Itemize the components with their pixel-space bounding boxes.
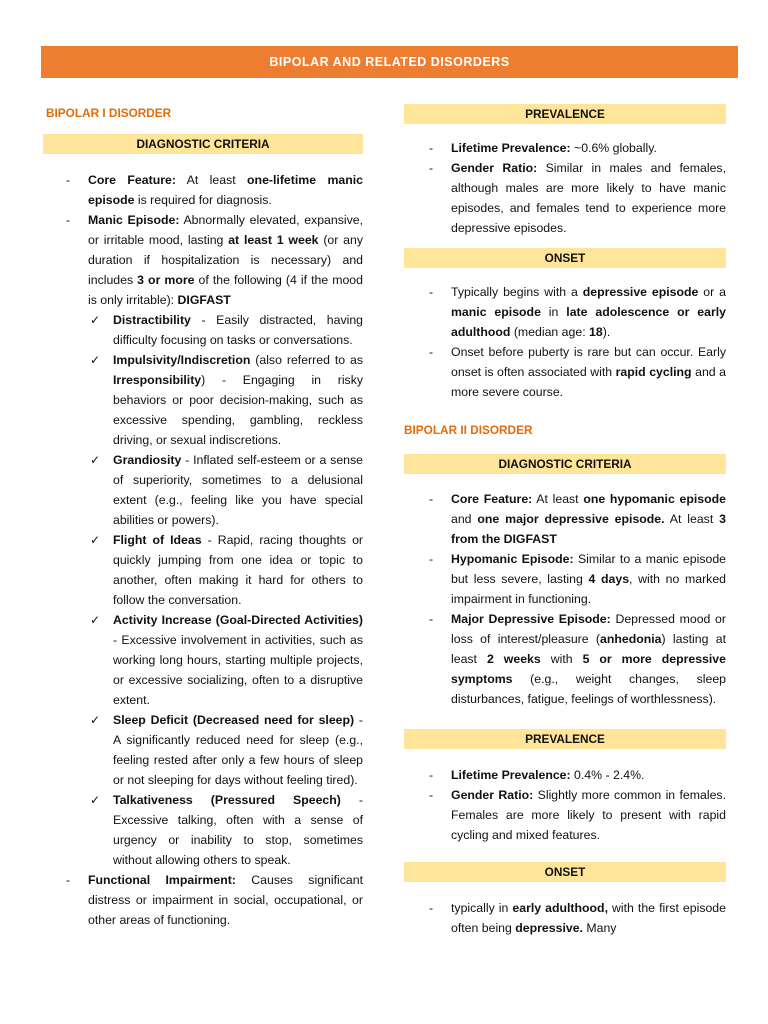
- onset-list: [404, 282, 726, 402]
- manic-episode-item: - Manic Episode: Abnormally elevated, expansive, or irritable mood, lasting at least 1 week (or any duration if hospitalization is necessary) and includes 3 or more of the following (4 if the mood is only irritable): DIGFAST ✓ Distractibility - Easily distracted, having difficulty focusing on tasks or conversations. ✓ Impulsivity/Indiscretion (also referred to as Irresponsibility) - Engaging in risky behaviors or poor decision-making, such as excessive spending, gambling, reckless driving, or sexual indiscretions. ✓ Grandiosity - Inflated self-esteem or a sense of superiority, sometimes to a delusional extent (e.g., feeling like you have special abilities or powers). ✓ Flight of Ideas - Rapid, racing thoughts or quickly jumping from one idea or topic to another, often making it hard for others to follow the conversation. ✓ Activity Increase (Goal-Directed Activities) - Excessive involvement in activities, such as working long hours, starting multiple projects, or excessive socializing, often to a disruptive extent. ✓ Sleep Deficit (Decreased need for sleep) - A significantly reduced need for sleep (e.g., feeling rested after only a few hours of sleep or not sleeping for days without feeling tired). ✓ Talkativeness (Pressured Speech) - Excessive talking, often with a sense of urgency or inability to stop, sometimes without allowing others to speak.: [41, 210, 363, 870]
- symptom-item: ✓ Activity Increase (Goal-Directed Activities) - Excessive involvement in activities, such as working long hours, starting multiple projects, or excessive socializing, often to a disruptive extent.: [88, 610, 363, 710]
- prevalence-list: [404, 138, 726, 238]
- section-title-bipolar-ii: BIPOLAR II DISORDER: [404, 423, 533, 437]
- onset-item: - Typically begins with a depressive episode or a manic episode in late adolescence or early adulthood (median age: 18).: [404, 282, 726, 342]
- checkmark-icon: ✓: [90, 793, 101, 807]
- diagnostic-criteria-bar: DIAGNOSTIC CRITERIA: [404, 454, 726, 474]
- core-feature-item: - Core Feature: At least one hypomanic episode and one major depressive episode. At least 3 from the DIGFAST: [404, 489, 726, 549]
- document-banner: BIPOLAR AND RELATED DISORDERS: [41, 46, 738, 78]
- criteria-list: [41, 170, 363, 930]
- section-title-bipolar-i: BIPOLAR I DISORDER: [46, 106, 172, 120]
- checkmark-icon: ✓: [90, 313, 101, 327]
- checkmark-icon: ✓: [90, 613, 101, 627]
- lifetime-prevalence-item: - Lifetime Prevalence: 0.4% - 2.4%.: [404, 765, 726, 785]
- left-column: [41, 102, 363, 930]
- major-depressive-episode-item: - Major Depressive Episode: Depressed mood or loss of interest/pleasure (anhedonia) lasting at least 2 weeks with 5 or more depressive symptoms (e.g., weight changes, sleep disturbances, fatigue, feelings of worthlessness).: [404, 609, 726, 709]
- onset-item: - typically in early adulthood, with the first episode often being depressive. Many: [404, 898, 726, 938]
- right-column: [404, 102, 726, 938]
- symptom-item: ✓ Distractibility - Easily distracted, having difficulty focusing on tasks or conversations.: [88, 310, 363, 350]
- gender-ratio-item: - Gender Ratio: Slightly more common in females. Females are more likely to present with rapid cycling and mixed features.: [404, 785, 726, 845]
- core-feature-item: - Core Feature: At least one-lifetime manic episode is required for diagnosis.: [41, 170, 363, 210]
- digfast-list: [88, 310, 363, 870]
- onset-item: - Onset before puberty is rare but can occur. Early onset is often associated with rapid cycling and a more severe course.: [404, 342, 726, 402]
- gender-ratio-item: - Gender Ratio: Similar in males and females, although males are more likely to have manic episodes, and females tend to experience more depressive episodes.: [404, 158, 726, 238]
- hypomanic-episode-item: - Hypomanic Episode: Similar to a manic episode but less severe, lasting 4 days, with no marked impairment in functioning.: [404, 549, 726, 609]
- checkmark-icon: ✓: [90, 353, 101, 367]
- checkmark-icon: ✓: [90, 713, 101, 727]
- prevalence-bar: PREVALENCE: [404, 104, 726, 124]
- symptom-item: ✓ Grandiosity - Inflated self-esteem or a sense of superiority, sometimes to a delusional extent (e.g., feeling like you have special abilities or powers).: [88, 450, 363, 530]
- criteria-list: [404, 489, 726, 709]
- symptom-item: ✓ Sleep Deficit (Decreased need for sleep) - A significantly reduced need for sleep (e.g., feeling rested after only a few hours of sleep or not sleeping for days without feeling tired).: [88, 710, 363, 790]
- onset-bar: ONSET: [404, 862, 726, 882]
- prevalence-bar: PREVALENCE: [404, 729, 726, 749]
- functional-impairment-item: - Functional Impairment: Causes significant distress or impairment in social, occupational, or other areas of functioning.: [41, 870, 363, 930]
- checkmark-icon: ✓: [90, 533, 101, 547]
- symptom-item: ✓ Flight of Ideas - Rapid, racing thoughts or quickly jumping from one idea or topic to another, often making it hard for others to follow the conversation.: [88, 530, 363, 610]
- diagnostic-criteria-bar: DIAGNOSTIC CRITERIA: [43, 134, 363, 154]
- onset-bar: ONSET: [404, 248, 726, 268]
- symptom-item: ✓ Impulsivity/Indiscretion (also referred to as Irresponsibility) - Engaging in risky behaviors or poor decision-making, such as excessive spending, gambling, reckless driving, or sexual indiscretions.: [88, 350, 363, 450]
- checkmark-icon: ✓: [90, 453, 101, 467]
- lifetime-prevalence-item: - Lifetime Prevalence: ~0.6% globally.: [404, 138, 726, 158]
- prevalence-list: [404, 765, 726, 845]
- symptom-item: ✓ Talkativeness (Pressured Speech) - Excessive talking, often with a sense of urgency or inability to stop, sometimes without allowing others to speak.: [88, 790, 363, 870]
- onset-list: [404, 898, 726, 938]
